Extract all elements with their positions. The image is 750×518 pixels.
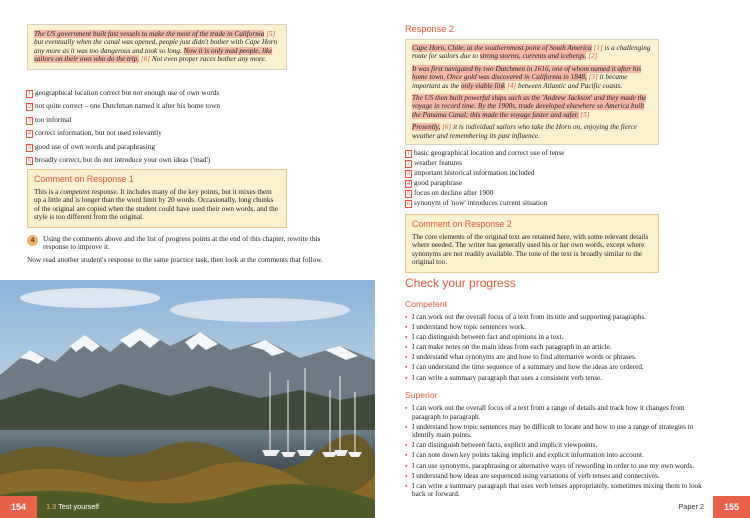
- competent-list: [405, 312, 715, 383]
- list-item: ▪ I can work out the overall focus of a text from a range of details and track how it changes from paragraph to paragraph.: [405, 404, 715, 421]
- paper-label: Paper 2: [678, 502, 704, 511]
- excerpt-seg: The US government built fast vessels to make the most of the trade in California: [34, 30, 265, 38]
- comment-title: Comment on Response 2: [412, 219, 512, 229]
- response-seg: It was first navigated by two Dutchmen in 1616, one of whom named it after his home town. Once gold was discovered in California in 1848,: [412, 64, 642, 82]
- point-text: broadly correct, but do not introduce your own ideas ('mad'): [35, 155, 211, 165]
- comment-body: The core elements of the original text are retained here, with some relevant details where needed. The writer has generally used his or her own words, except where synonyms are not readily available. The tone of the text is broadly similar to the original too.: [412, 233, 649, 267]
- list-item: ▪ I understand how topic sentences work.: [405, 322, 715, 332]
- section-number: 1.3: [46, 502, 57, 511]
- list-item: [26, 86, 220, 99]
- response-ref: [2]: [586, 52, 598, 61]
- response-1-points: [26, 86, 220, 166]
- list-item: [405, 148, 565, 158]
- list-item: [405, 158, 565, 168]
- list-item: [405, 178, 565, 188]
- point-text: synonym of 'now' introduces current situation: [414, 198, 548, 207]
- instruction-text: Now read another student's response to the same practice task, then look at the comments that follow.: [27, 255, 323, 264]
- point-number: 3: [407, 171, 410, 177]
- comment-emphasis: competent: [60, 188, 90, 196]
- list-item: ▪ I can use synonyms, paraphrasing or alternative ways of rewording in order to use my own words.: [405, 462, 715, 471]
- point-number: 2: [28, 104, 31, 111]
- response-seg: it is individual sailors who take the Horn on, enjoying the fierce weather and remembering its past influence.: [412, 123, 637, 140]
- point-text: geographical location correct but not enough use of own words: [35, 88, 220, 97]
- response-paragraph: [412, 94, 652, 119]
- response-2-points: [405, 148, 565, 208]
- page-number: 154: [0, 496, 37, 518]
- response-seg: between Atlantic and Pacific coasts.: [518, 81, 623, 90]
- excerpt-ref: [6]: [139, 55, 152, 64]
- cape-horn-photo: [0, 280, 375, 518]
- response-2-box: [405, 39, 659, 145]
- point-text: too informal: [35, 114, 72, 124]
- response-seg: Cape Horn, Chile, at the southernmost point of South America: [412, 44, 592, 52]
- page-number: 155: [713, 496, 750, 518]
- response-ref: [6]: [440, 123, 454, 132]
- response-ref: [5]: [578, 110, 590, 119]
- list-item: [26, 153, 220, 166]
- point-number: 5: [407, 191, 410, 197]
- comment-response-1: [27, 169, 287, 228]
- point-text: important historical information included: [414, 168, 535, 177]
- list-item: ▪ I can write a summary paragraph that uses verb tenses appropriately, sometimes mixing them to look back or forward.: [405, 482, 715, 499]
- comment-title: Comment on Response 1: [34, 174, 134, 184]
- activity-text: Using the comments above and the list of progress points at the end of this chapter, rewrite this response to improve it.: [43, 234, 321, 252]
- left-footer: [0, 496, 375, 518]
- superior-list: [405, 404, 715, 500]
- response-seg: it became important as the: [412, 73, 628, 90]
- response-seg: only viable link: [460, 81, 506, 90]
- point-number: 4: [28, 131, 31, 138]
- point-number: 6: [407, 201, 410, 207]
- list-item: [405, 198, 565, 208]
- point-text: not quite correct – one Dutchman named it after his home town: [35, 101, 221, 111]
- excerpt-seg: Not even proper races bother any more.: [151, 55, 267, 64]
- comment-text: This is a: [34, 188, 61, 196]
- comment-response-2: [405, 214, 659, 273]
- list-item: ▪ I can note down key points taking implicit and explicit information into account.: [405, 451, 715, 460]
- response-ref: [4]: [505, 81, 519, 90]
- point-number: 5: [28, 144, 31, 151]
- response-seg: is a challenging route for sailors due to: [412, 44, 651, 61]
- response-paragraph: [412, 65, 652, 90]
- list-item: ▪ I can understand the time sequence of a summary and how the ideas are ordered.: [405, 362, 715, 372]
- response-paragraph: [412, 123, 652, 140]
- list-item: ▪ I understand what synonyms are and how to find alternative words or phrases.: [405, 352, 715, 362]
- point-text: weather features: [414, 158, 463, 167]
- list-item: [405, 188, 565, 198]
- point-text: good paraphrase: [414, 178, 463, 187]
- response-ref: [3]: [586, 73, 600, 82]
- response-seg: The US then built powerful ships such as the 'Andrew Jackson' and they made the voyage in record time. By the 1900s, trade developed elsewhere so America built the Panama Canal; this made the voyage faster and safer.: [412, 94, 647, 119]
- section-label: [46, 502, 99, 511]
- response-seg: strong storms, currents and icebergs.: [479, 52, 587, 61]
- point-number: 2: [407, 161, 410, 167]
- right-page: [375, 0, 750, 518]
- excerpt-seg: Now it is only mad people, like sailors on their own who do the trip.: [34, 46, 273, 64]
- list-item: [26, 99, 220, 112]
- section-title: Test yourself: [58, 502, 100, 511]
- point-number: 3: [28, 117, 31, 124]
- superior-heading: Superior: [405, 390, 438, 400]
- activity-number: 4: [27, 235, 38, 246]
- excerpt-seg: but eventually when the canal was opened, people just didn't bother with Cape Horn any more as it was too dangerous and took so long.: [34, 38, 278, 55]
- list-item: [26, 140, 220, 153]
- comment-text: response. It includes many of the key points, but it mixes them up a little and is longer than the word limit by 20 words. Occasionally, long chunks of the original are copied when the student could have used their own words, and the style is too different from the original.: [34, 188, 278, 222]
- activity-4: [27, 235, 347, 252]
- point-number: 1: [407, 151, 410, 157]
- point-number: 1: [28, 91, 31, 97]
- response-seg: Presently,: [412, 123, 441, 132]
- response-2-title: Response 2: [405, 24, 455, 34]
- right-footer: [375, 496, 750, 518]
- list-item: [26, 113, 220, 126]
- list-item: ▪ I can write a summary paragraph that uses a consistent verb tense.: [405, 373, 715, 383]
- comment-body: [34, 188, 280, 222]
- list-item: [26, 126, 220, 139]
- list-item: [405, 168, 565, 178]
- response-ref: [1]: [591, 44, 605, 52]
- point-text: focus on decline after 1900: [414, 188, 494, 197]
- landscape-illustration: [0, 280, 375, 518]
- list-item: ▪ I can make notes on the main ideas from each paragraph in an article.: [405, 342, 715, 352]
- list-item: ▪ I can distinguish between facts, explicit and implicit viewpoints.: [405, 441, 715, 450]
- excerpt-ref: [5]: [264, 30, 276, 38]
- list-item: ▪ I can distinguish between fact and opinions in a text.: [405, 332, 715, 342]
- point-number: 6: [28, 158, 31, 165]
- response-paragraph: [412, 44, 652, 61]
- point-number: 4: [407, 181, 410, 187]
- check-progress-title: Check your progress: [405, 276, 516, 290]
- competent-heading: Competent: [405, 299, 448, 309]
- point-text: correct information, but not used relevantly: [35, 128, 162, 138]
- point-text: basic geographical location and correct use of tense: [414, 148, 565, 157]
- point-text: good use of own words and paraphrasing: [35, 141, 155, 151]
- list-item: ▪ I can work out the overall focus of a text from its title and supporting paragraphs.: [405, 312, 715, 322]
- list-item: ▪ I understand how ideas are sequenced using variations of verb tenses and connectives.: [405, 472, 715, 481]
- list-item: ▪ I understand how topic sentences may be difficult to locate and how to use a range of strategies to identify main points.: [405, 423, 715, 440]
- response-1-excerpt: [27, 24, 287, 70]
